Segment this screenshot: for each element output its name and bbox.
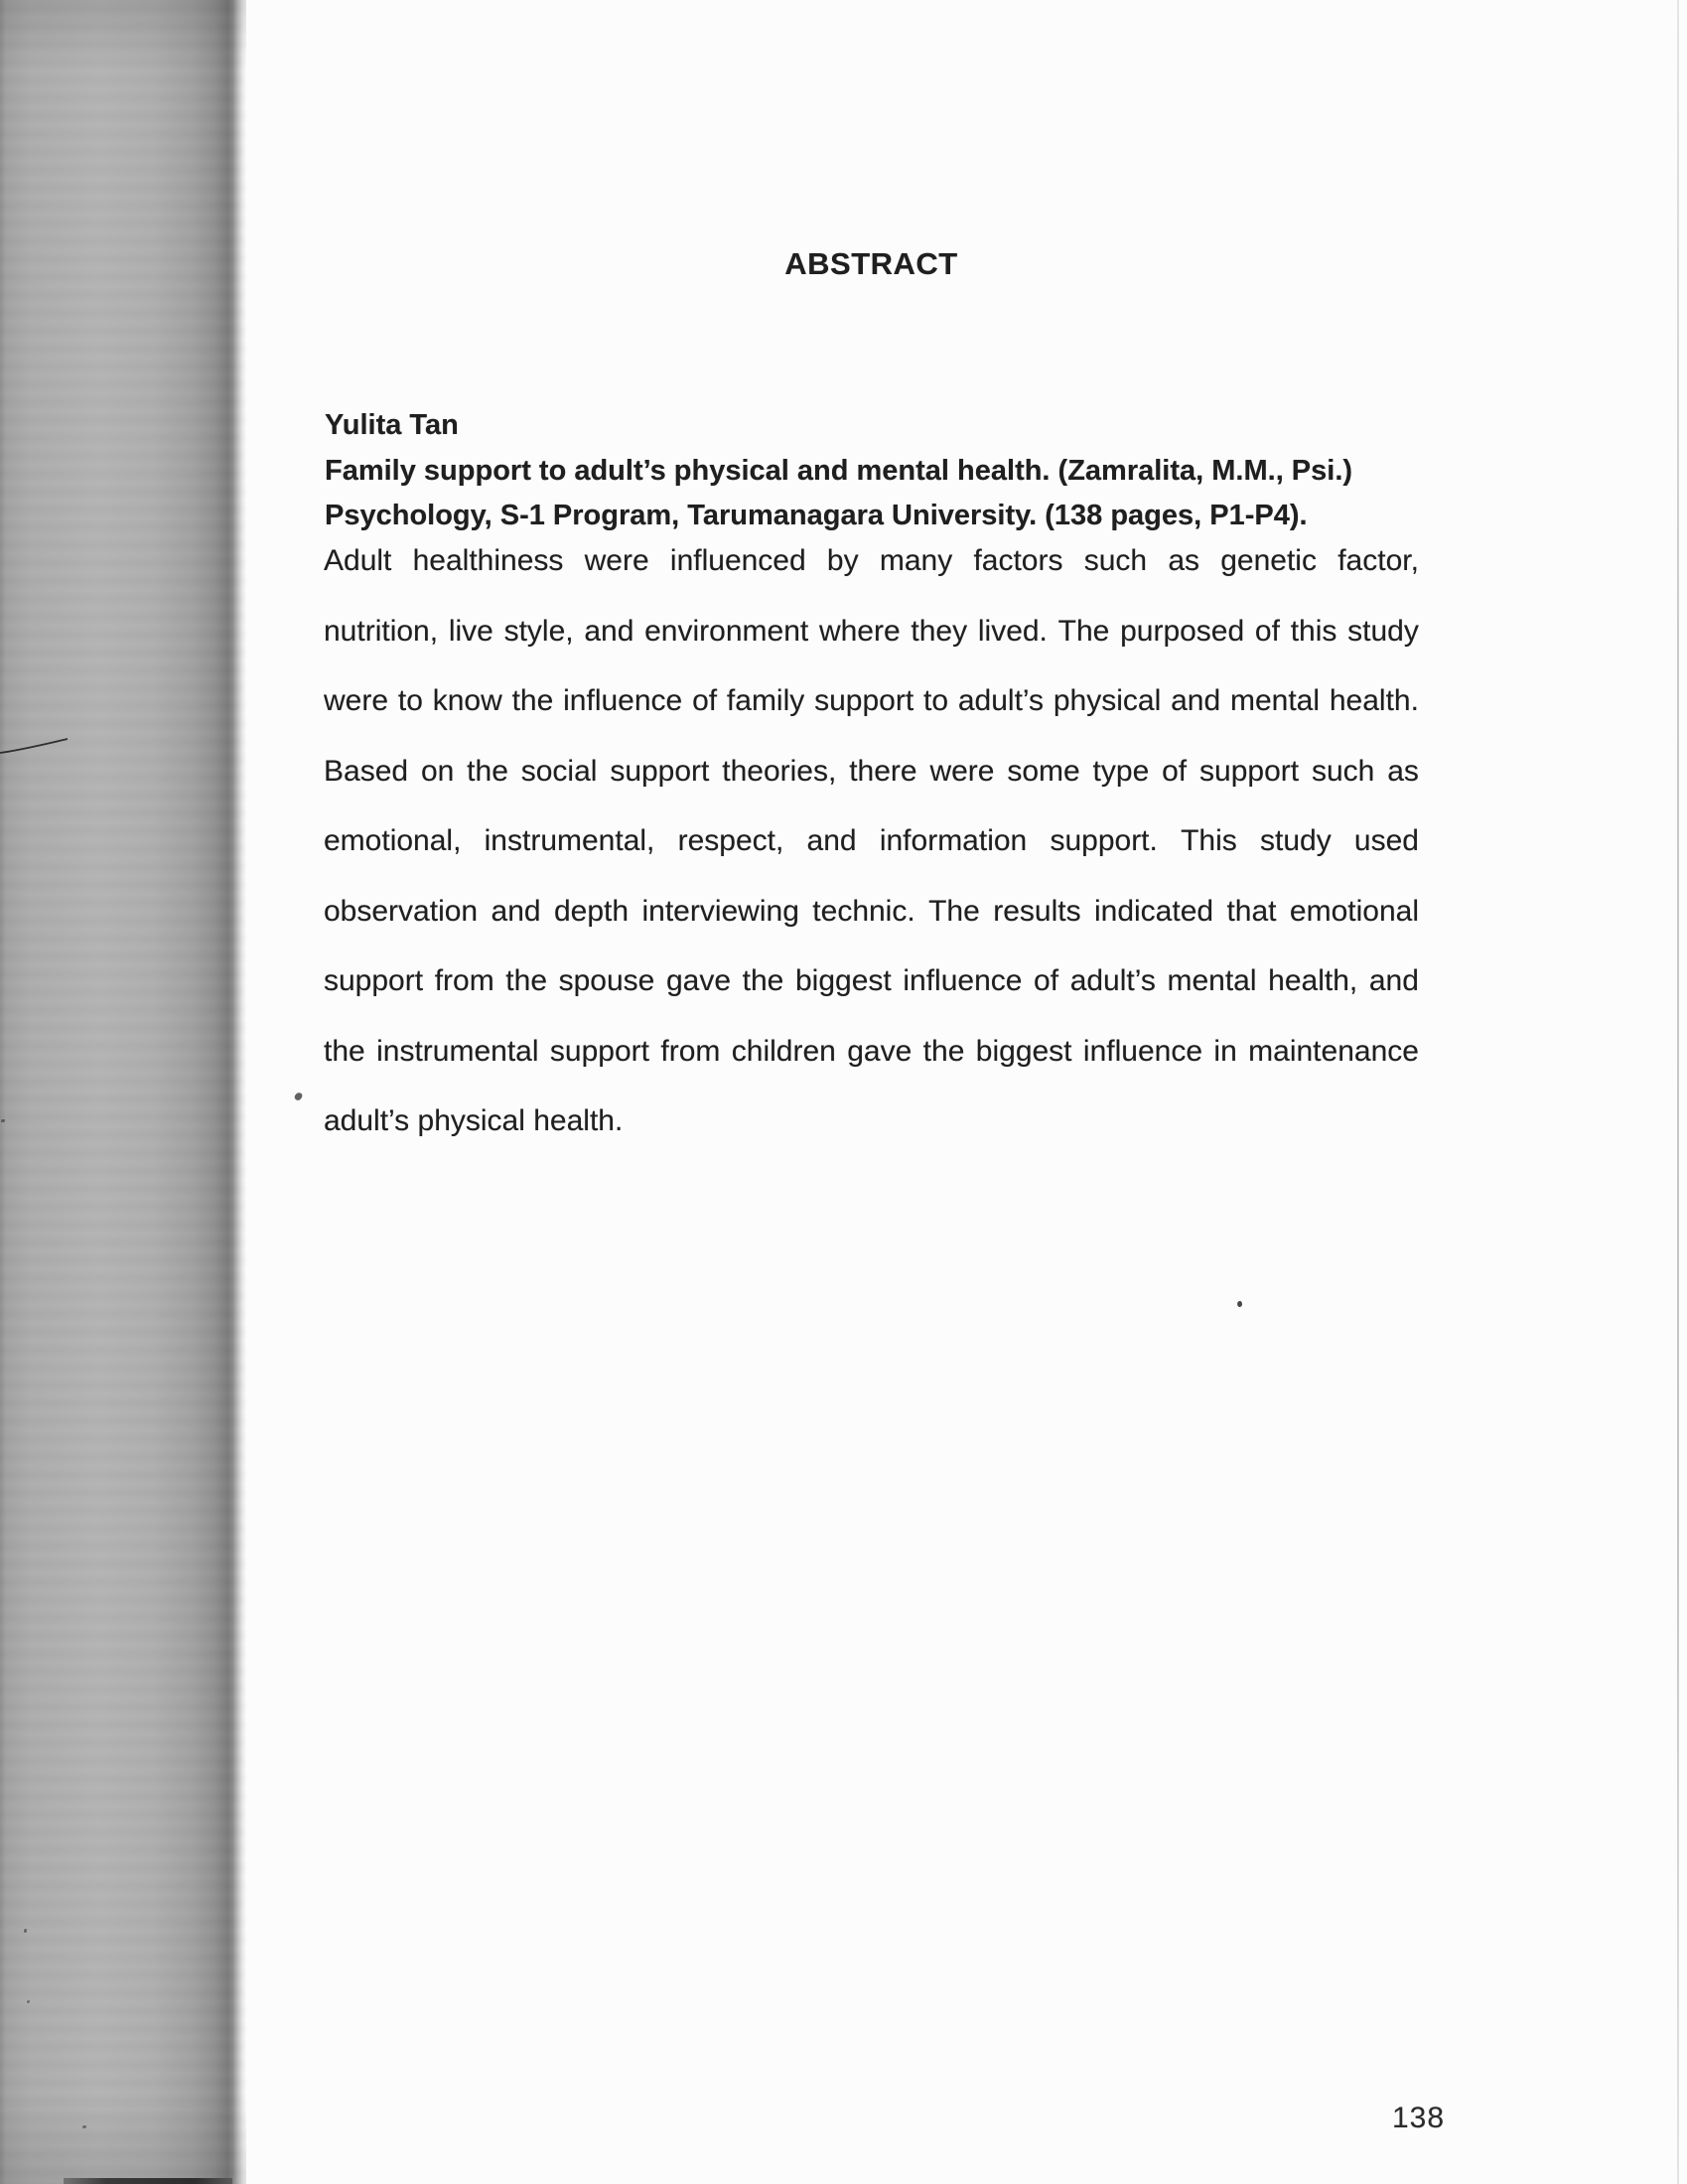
paragraph-line: support from the spouse gave the biggest influence of adult’s mental health, and <box>324 964 1419 997</box>
paragraph-line-last: adult’s physical health. <box>324 1104 624 1137</box>
paragraph-line: the instrumental support from children gave the biggest influence in maintenance <box>324 1034 1419 1068</box>
author-block <box>325 403 1516 539</box>
page-edge-line <box>1677 0 1679 2184</box>
paragraph-line: observation and depth interviewing technic. The results indicated that emotional <box>324 894 1419 928</box>
program-line: Psychology, S-1 Program, Tarumanagara University. (138 pages, P1-P4). <box>325 500 1308 531</box>
thesis-title-line: Family support to adult’s physical and mental health. (Zamralita, M.M., Psi.) <box>325 454 1353 487</box>
book-gutter-shadow <box>0 0 246 2184</box>
author-name: Yulita Tan <box>325 409 459 441</box>
abstract-paragraph <box>324 544 1419 1175</box>
paragraph-line: Based on the social support theories, there were some type of support such as <box>324 754 1419 788</box>
paragraph-line: were to know the influence of family support to adult’s physical and mental health. <box>324 684 1419 717</box>
scan-speck <box>294 1092 304 1101</box>
paragraph-line: emotional, instrumental, respect, and information support. This study used <box>324 824 1419 857</box>
paragraph-line: nutrition, live style, and environment where they lived. The purposed of this study <box>324 614 1419 648</box>
page-number: 138 <box>1392 2102 1446 2134</box>
scan-hairline-artifact <box>0 732 71 760</box>
scan-speck <box>1236 1300 1242 1307</box>
abstract-heading: ABSTRACT <box>784 246 958 281</box>
scan-dark-strip <box>64 2178 232 2184</box>
paragraph-line: Adult healthiness were influenced by many factors such as genetic factor, <box>324 544 1419 577</box>
